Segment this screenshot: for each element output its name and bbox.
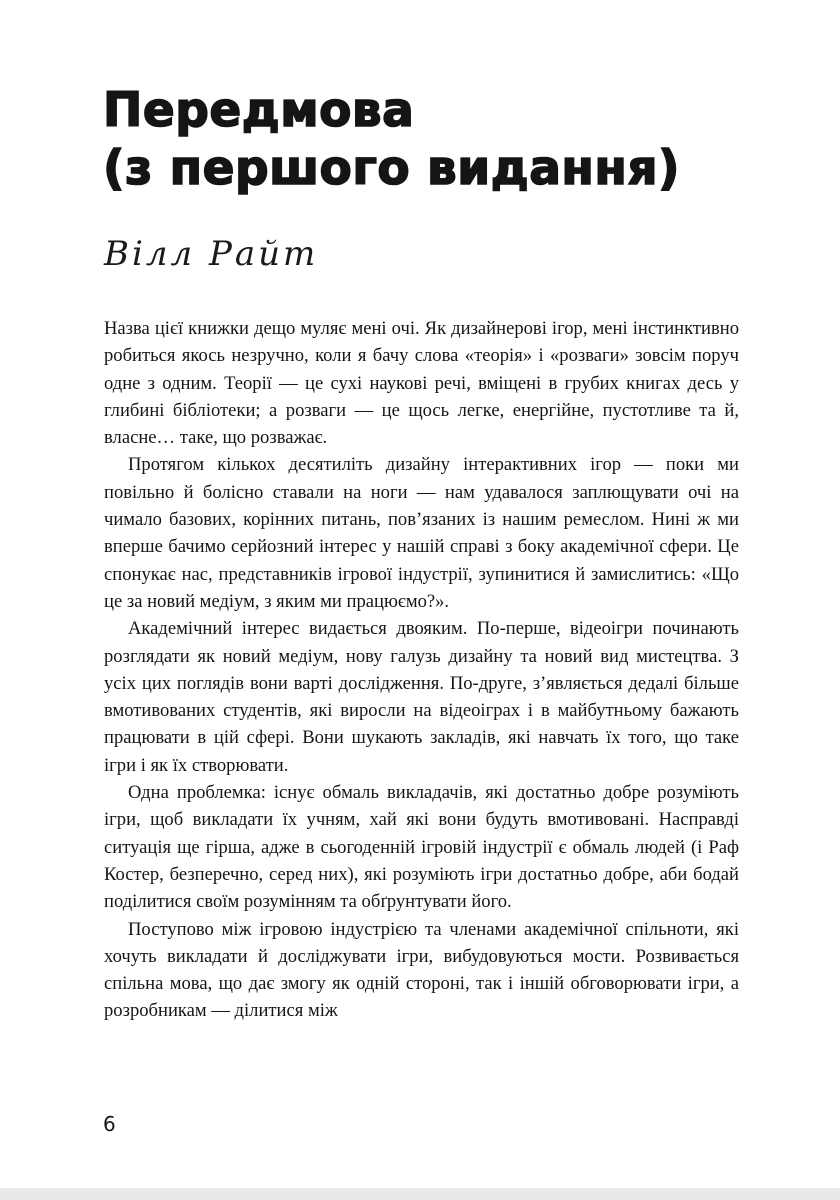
page-number: 6 [103, 1112, 116, 1136]
chapter-title [103, 82, 680, 198]
author-name: Вілл Райт [104, 234, 319, 274]
chapter-title-line-1: Передмова [103, 83, 415, 138]
paragraph: Протягом кількох десятиліть дизайну інтерактивних ігор — поки ми повільно й болісно ставали на ноги — нам удавалося заплющувати очі на чимало базових, корінних питань, пов’язаних із нашим ремеслом. Нині ж ми вперше бачимо серйозний інтерес у нашій справі з боку академічної сфери. Це спонукає нас, представників ігрової індустрії, зупинитися й замислитись: «Що це за новий медіум, з яким ми працюємо?». [104, 454, 739, 612]
body-text [104, 315, 739, 1025]
paragraph: Назва цієї книжки дещо муляє мені очі. Як дизайнерові ігор, мені інстинктивно робиться якось незручно, коли я бачу слова «теорія» і «розваги» зовсім поруч одне з одним. Теорії — це сухі наукові речі, вміщені в грубих книгах десь у глибині бібліотеки; а розваги — це щось легке, енергійне, пустотливе та й, власне… таке, що розважає. [104, 318, 739, 449]
chapter-title-line-2: (з першого видання) [103, 141, 681, 196]
page-bottom-edge [0, 1188, 840, 1200]
paragraph: Академічний інтерес видається двояким. По-перше, відеоігри починають розглядати як новий медіум, нову галузь дизайну та новий вид мистецтва. З усіх цих поглядів вони варті дослідження. По-друге, з’являється дедалі більше вмотивованих студентів, які виросли на відеоіграх і в майбутньому бажають працювати в цій сфері. Вони шукають закладів, які навчать їх того, що таке ігри і як їх створювати. [104, 618, 739, 776]
paragraph: Одна проблемка: існує обмаль викладачів, які достатньо добре розуміють ігри, щоб викладати їх учням, хай які вони будуть вмотивовані. Насправді ситуація ще гірша, адже в сьогоденній ігровій індустрії є обмаль людей (і Раф Костер, безперечно, серед них), які розуміють ігри достатньо добре, аби бодай поділитися своїм розумінням та обґрунтувати його. [104, 782, 739, 913]
paragraph: Поступово між ігровою індустрією та членами академічної спільноти, які хочуть викладати й досліджувати ігри, вибудовуються мости. Розвивається спільна мова, що дає змогу як одній стороні, так і іншій обговорювати ігри, а розробникам — ділитися між [104, 918, 739, 1022]
